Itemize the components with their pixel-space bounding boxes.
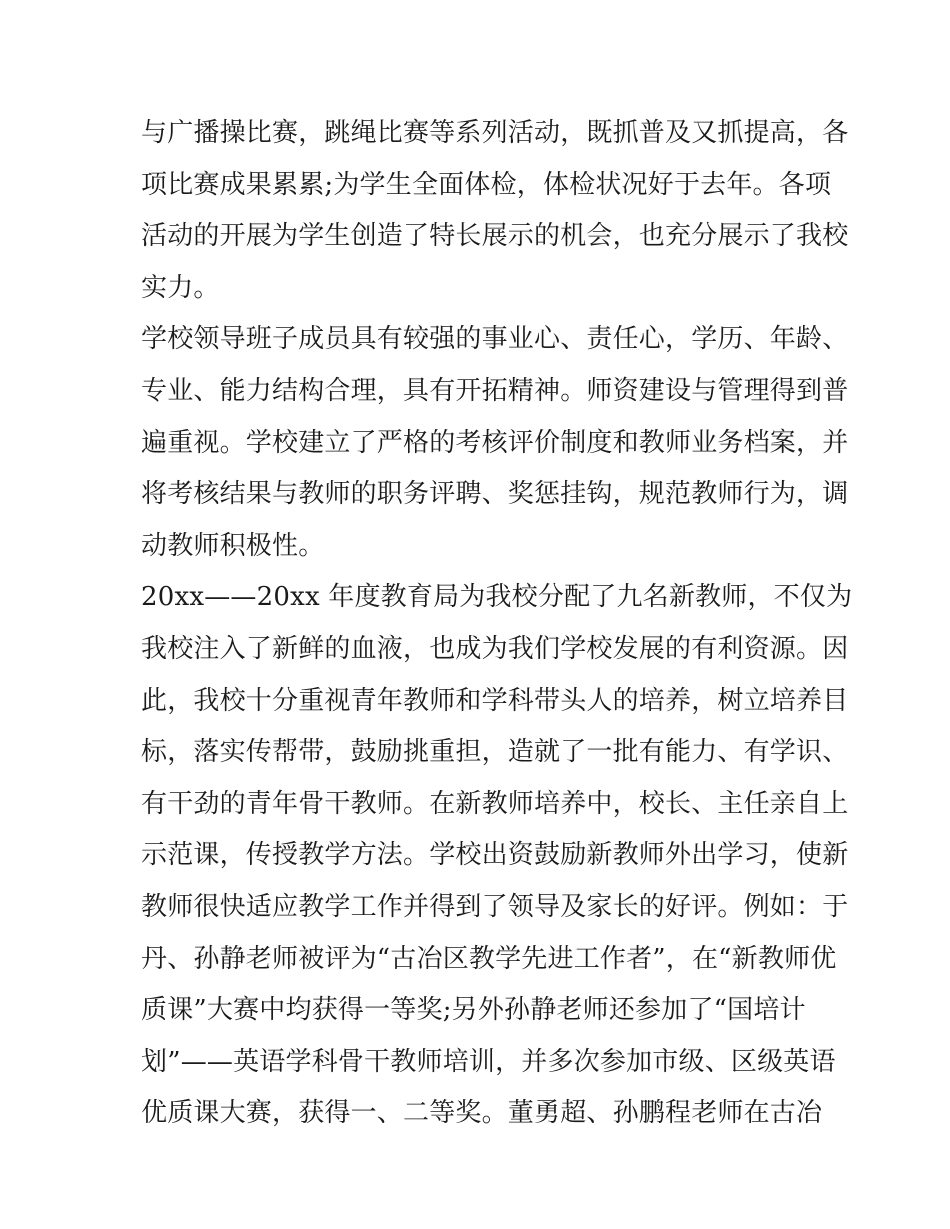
text-line: 专业、能力结构合理，具有开拓精神。师资建设与管理得到普	[141, 375, 849, 406]
text-line: 教师很快适应教学工作并得到了领导及家长的好评。例如：于	[141, 891, 849, 922]
text-line: 实力。	[141, 272, 220, 303]
text-line: 丹、孙静老师被评为“古冶区教学先进工作者”，在“新教师优	[141, 943, 837, 974]
text-line: 学校领导班子成员具有较强的事业心、责任心，学历、年龄、	[141, 324, 849, 355]
text-line: 划”——英语学科骨干教师培训，并多次参加市级、区级英语	[141, 1046, 836, 1077]
text-line: 活动的开展为学生创造了特长展示的机会，也充分展示了我校	[141, 221, 849, 252]
text-line: 与广播操比赛，跳绳比赛等系列活动，既抓普及又抓提高，各	[141, 118, 849, 148]
body-text	[141, 108, 853, 1140]
text-line: 优质课大赛，获得一、二等奖。董勇超、孙鹏程老师在古冶	[141, 1098, 823, 1129]
text-line: 质课”大赛中均获得一等奖;另外孙静老师还参加了“国培计	[141, 995, 806, 1026]
text-line: 有干劲的青年骨干教师。在新教师培养中，校长、主任亲自上	[141, 788, 849, 819]
text-line: 我校注入了新鲜的血液，也成为我们学校发展的有利资源。因	[141, 633, 849, 664]
text-line: 标，落实传帮带，鼓励挑重担，造就了一批有能力、有学识、	[141, 737, 849, 768]
text-line: 遍重视。学校建立了严格的考核评价制度和教师业务档案，并	[141, 427, 849, 458]
text-line: 动教师积极性。	[141, 530, 325, 561]
text-line: 此，我校十分重视青年教师和学科带头人的培养，树立培养目	[141, 685, 849, 716]
text-line: 项比赛成果累累;为学生全面体检，体检状况好于去年。各项	[141, 169, 832, 200]
text-line: 将考核结果与教师的职务评聘、奖惩挂钩，规范教师行为，调	[141, 479, 849, 510]
text-line: 20xx——20xx 年度教育局为我校分配了九名新教师，不仅为	[141, 582, 853, 613]
text-line: 示范课，传授教学方法。学校出资鼓励新教师外出学习，使新	[141, 840, 849, 871]
